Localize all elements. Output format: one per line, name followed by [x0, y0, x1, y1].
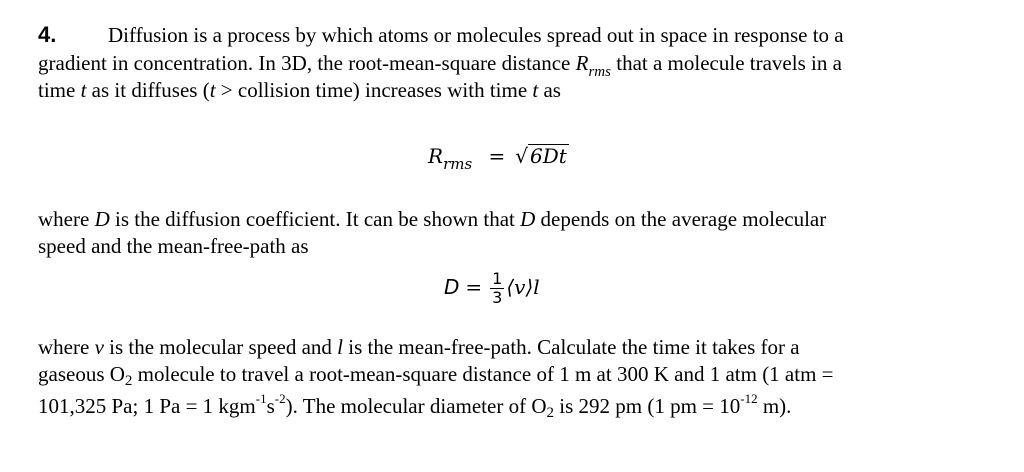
sqrt-expression	[515, 144, 569, 168]
eq1-lhs-subscript: rms	[443, 155, 473, 173]
d-variable: D	[94, 207, 110, 231]
para3-text-1a: where	[38, 335, 95, 359]
para1-text-2a: gradient in concentration. In 3D, the root-mean-square distance	[38, 51, 576, 75]
para1-text-3c: > collision time) increases with time	[215, 78, 533, 102]
para3-text-3a: 101,325 Pa; 1 Pa = 1 kgm	[38, 394, 256, 418]
para2-text-1a: where	[38, 207, 95, 231]
eq1-equals: =	[488, 144, 506, 168]
para2-text-1c: depends on the average molecular	[535, 207, 827, 231]
para2-text-1b: is the diffusion coefficient. It can be shown that	[109, 207, 521, 231]
para3-text-3e: m).	[757, 394, 792, 418]
para3-text-1b: is the molecular speed and	[103, 335, 338, 359]
superscript-minus-one: -1	[255, 391, 267, 406]
o2-subscript: 2	[124, 373, 133, 389]
para3-text-2a: gaseous O	[38, 362, 125, 386]
para2-line1	[38, 206, 826, 232]
v-variable: v	[94, 335, 104, 359]
para1-line1	[38, 22, 844, 48]
time-variable: t	[209, 78, 216, 102]
para3-text-2b: molecule to travel a root-mean-square distance of 1 m at 300 K and 1 atm (1 atm =	[132, 362, 834, 386]
para3-text-3c: ). The molecular diameter of O	[285, 394, 547, 418]
fraction-numerator: 1	[492, 269, 503, 288]
para3-line3	[38, 388, 791, 422]
d-variable: D	[520, 207, 536, 231]
para1-line3	[38, 77, 561, 103]
para3-text-3b: s	[266, 394, 275, 418]
para2-text-2: speed and the mean-free-path as	[38, 234, 309, 258]
fraction-one-third	[490, 270, 504, 307]
rrms-variable: R	[575, 51, 589, 75]
superscript-minus-two: -2	[274, 391, 286, 406]
para1-text-3d: as	[538, 78, 561, 102]
rrms-subscript: rms	[588, 64, 611, 80]
question-number: 4.	[38, 22, 57, 47]
para1-text-3b: as it diffuses (	[86, 78, 210, 102]
para3-line1	[38, 334, 800, 360]
para2-line2	[38, 233, 309, 259]
equation-diffusion-coefficient	[444, 270, 540, 307]
eq1-lhs: R	[428, 144, 444, 168]
para3-line2	[38, 361, 834, 390]
time-variable: t	[532, 78, 539, 102]
para1-text-3a: time	[38, 78, 81, 102]
para1-text-2b: that a molecule travels in a	[610, 51, 842, 75]
para3-text-1c: is the mean-free-path. Calculate the time it takes for a	[343, 335, 800, 359]
equation-rrms	[428, 144, 569, 173]
para3-text-3d: is 292 pm (1 pm = 10	[553, 394, 741, 418]
superscript-minus-twelve: -12	[740, 391, 758, 406]
sqrt-radicand: 6Dt	[530, 144, 567, 168]
para1-text-1: Diffusion is a process by which atoms or molecules spread out in space in response to a	[108, 23, 844, 47]
l-variable: l	[337, 335, 343, 359]
para1-line2	[38, 50, 842, 79]
time-variable: t	[80, 78, 87, 102]
o2-subscript: 2	[546, 405, 554, 421]
sqrt-symbol: √	[515, 144, 529, 168]
eq2-rhs: ⟨v⟩l	[506, 275, 540, 299]
eq2-equals: =	[465, 275, 483, 299]
eq2-lhs: D	[444, 275, 460, 299]
fraction-denominator: 3	[492, 288, 503, 307]
